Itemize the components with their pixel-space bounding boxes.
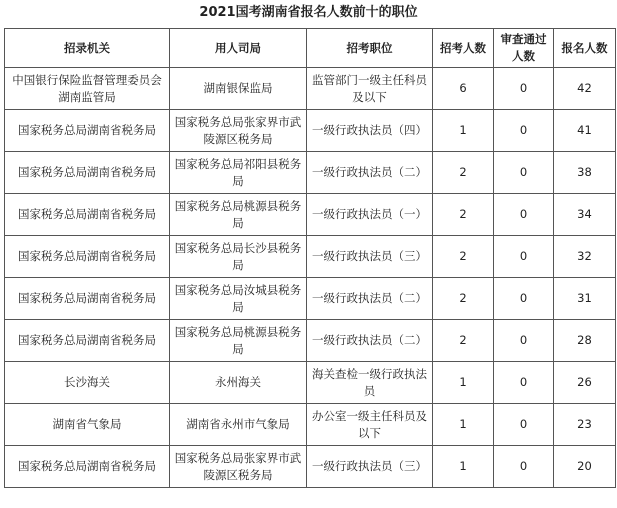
cell-org: 中国银行保险监督管理委员会湖南监管局	[5, 68, 170, 110]
table-header-row	[5, 29, 616, 68]
cell-org: 国家税务总局湖南省税务局	[5, 152, 170, 194]
cell-passed: 0	[494, 194, 554, 236]
cell-quota: 2	[433, 194, 494, 236]
cell-dept: 国家税务总局祁阳县税务局	[170, 152, 307, 194]
cell-position: 一级行政执法员（二）	[307, 320, 433, 362]
table-row	[5, 236, 616, 278]
cell-passed: 0	[494, 446, 554, 488]
cell-quota: 1	[433, 362, 494, 404]
cell-position: 监管部门一级主任科员及以下	[307, 68, 433, 110]
cell-quota: 1	[433, 110, 494, 152]
cell-applicants: 20	[554, 446, 616, 488]
cell-applicants: 42	[554, 68, 616, 110]
cell-applicants: 32	[554, 236, 616, 278]
cell-quota: 2	[433, 236, 494, 278]
table-row	[5, 446, 616, 488]
cell-passed: 0	[494, 278, 554, 320]
cell-passed: 0	[494, 68, 554, 110]
cell-applicants: 23	[554, 404, 616, 446]
table-row	[5, 110, 616, 152]
cell-quota: 6	[433, 68, 494, 110]
cell-position: 一级行政执法员（二）	[307, 278, 433, 320]
cell-dept: 国家税务总局桃源县税务局	[170, 194, 307, 236]
cell-position: 一级行政执法员（四）	[307, 110, 433, 152]
table-row	[5, 68, 616, 110]
cell-dept: 永州海关	[170, 362, 307, 404]
cell-org: 国家税务总局湖南省税务局	[5, 236, 170, 278]
cell-org: 国家税务总局湖南省税务局	[5, 194, 170, 236]
cell-org: 长沙海关	[5, 362, 170, 404]
cell-position: 一级行政执法员（三）	[307, 446, 433, 488]
cell-applicants: 34	[554, 194, 616, 236]
cell-dept: 国家税务总局张家界市武陵源区税务局	[170, 446, 307, 488]
table-row	[5, 362, 616, 404]
cell-position: 一级行政执法员（一）	[307, 194, 433, 236]
cell-dept: 国家税务总局张家界市武陵源区税务局	[170, 110, 307, 152]
cell-applicants: 28	[554, 320, 616, 362]
cell-quota: 1	[433, 404, 494, 446]
cell-quota: 2	[433, 278, 494, 320]
cell-quota: 2	[433, 320, 494, 362]
table-title: 2021国考湖南省报名人数前十的职位	[199, 5, 418, 20]
cell-position: 一级行政执法员（二）	[307, 152, 433, 194]
cell-org: 国家税务总局湖南省税务局	[5, 110, 170, 152]
cell-passed: 0	[494, 320, 554, 362]
table-row	[5, 320, 616, 362]
header-passed: 审查通过人数	[494, 29, 554, 68]
header-position: 招考职位	[307, 29, 433, 68]
cell-org: 国家税务总局湖南省税务局	[5, 278, 170, 320]
header-dept: 用人司局	[170, 29, 307, 68]
cell-passed: 0	[494, 404, 554, 446]
header-quota: 招考人数	[433, 29, 494, 68]
positions-table	[4, 28, 616, 488]
cell-applicants: 41	[554, 110, 616, 152]
cell-passed: 0	[494, 110, 554, 152]
cell-passed: 0	[494, 152, 554, 194]
header-applicants: 报名人数	[554, 29, 616, 68]
cell-org: 湖南省气象局	[5, 404, 170, 446]
cell-applicants: 31	[554, 278, 616, 320]
cell-dept: 湖南银保监局	[170, 68, 307, 110]
cell-applicants: 26	[554, 362, 616, 404]
cell-applicants: 38	[554, 152, 616, 194]
cell-position: 海关查检一级行政执法员	[307, 362, 433, 404]
cell-position: 一级行政执法员（三）	[307, 236, 433, 278]
table-row	[5, 194, 616, 236]
table-row	[5, 404, 616, 446]
cell-dept: 湖南省永州市气象局	[170, 404, 307, 446]
cell-org: 国家税务总局湖南省税务局	[5, 320, 170, 362]
cell-dept: 国家税务总局长沙县税务局	[170, 236, 307, 278]
cell-org: 国家税务总局湖南省税务局	[5, 446, 170, 488]
cell-passed: 0	[494, 362, 554, 404]
cell-quota: 2	[433, 152, 494, 194]
table-row	[5, 278, 616, 320]
header-org: 招录机关	[5, 29, 170, 68]
cell-dept: 国家税务总局汝城县税务局	[170, 278, 307, 320]
cell-quota: 1	[433, 446, 494, 488]
table-row	[5, 152, 616, 194]
cell-dept: 国家税务总局桃源县税务局	[170, 320, 307, 362]
cell-position: 办公室一级主任科员及以下	[307, 404, 433, 446]
cell-passed: 0	[494, 236, 554, 278]
